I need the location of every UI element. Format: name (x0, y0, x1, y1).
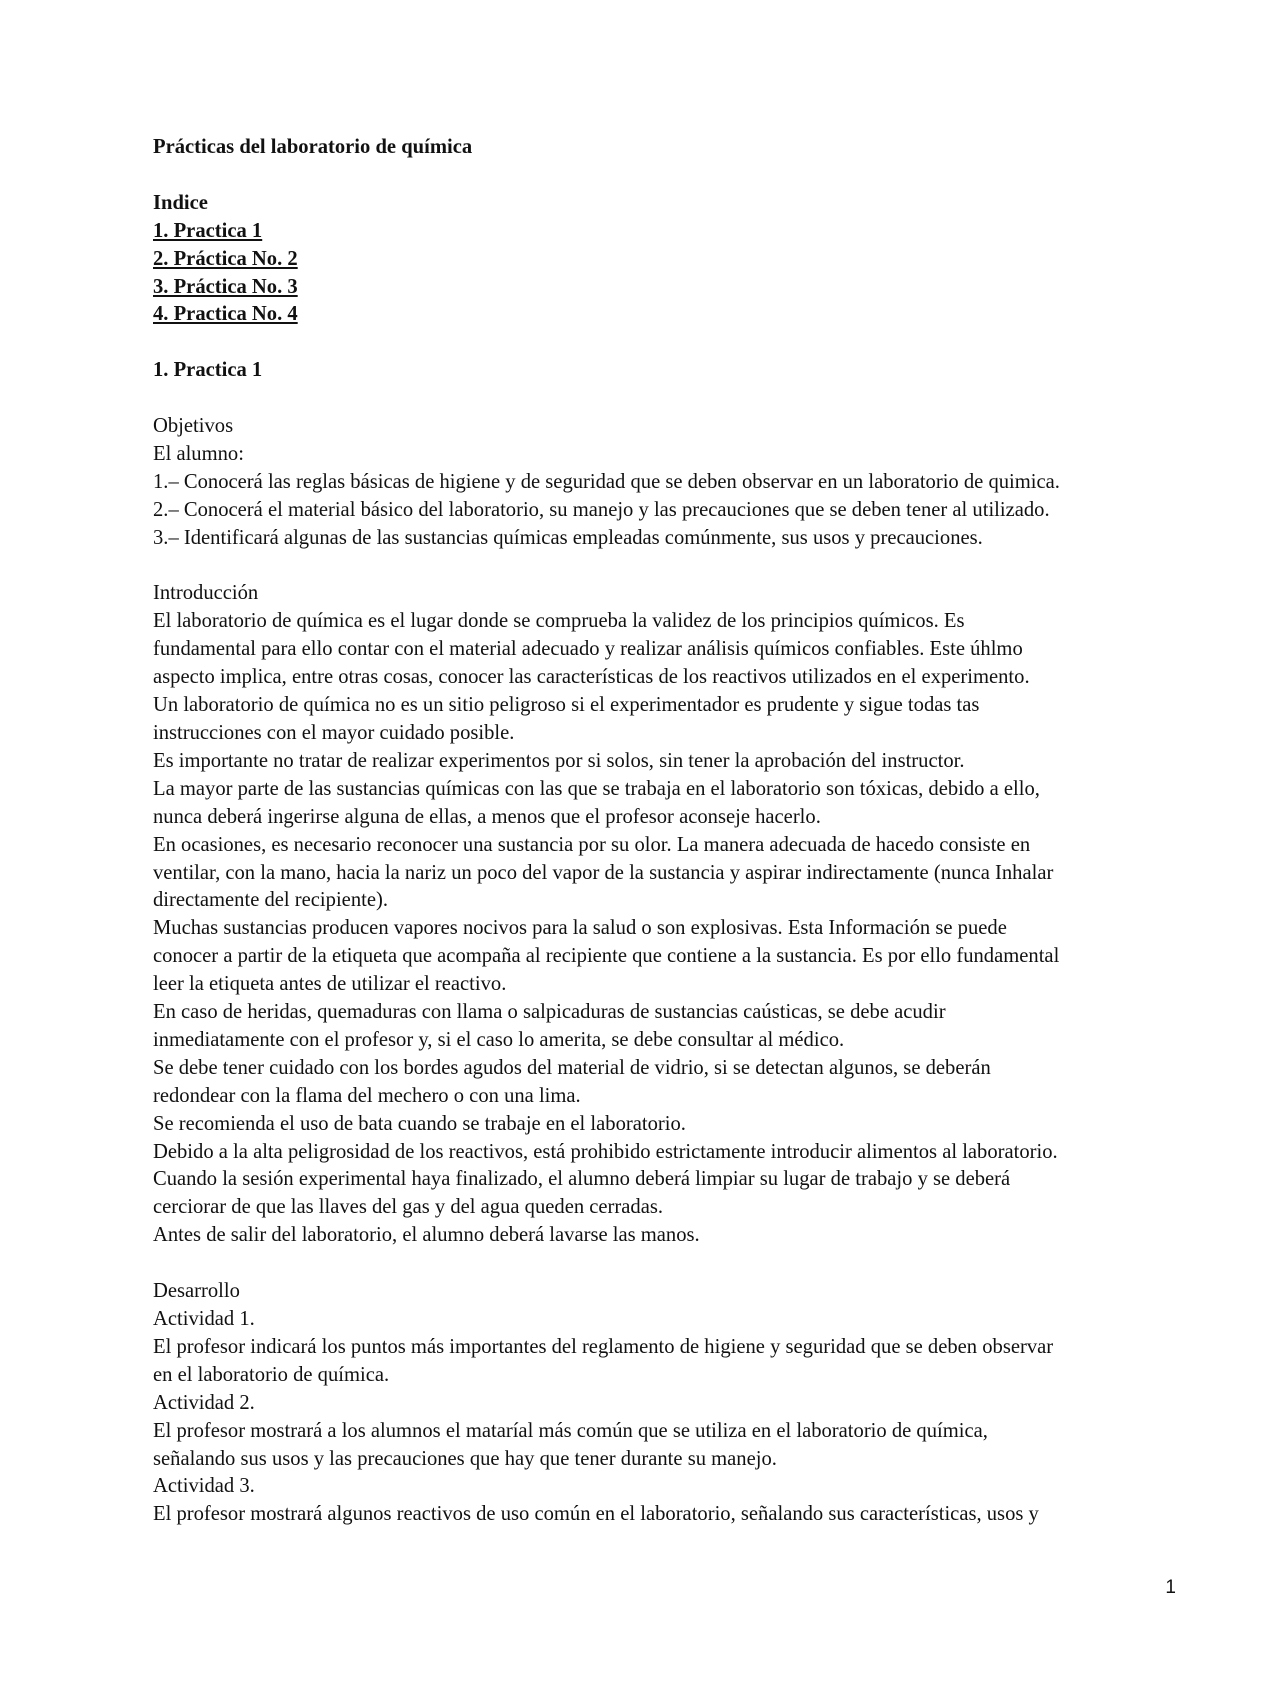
toc-link-practica-4[interactable]: 4. Practica No. 4 (153, 303, 298, 326)
spacer (153, 385, 1193, 413)
paragraph-line: En caso de heridas, quemaduras con llama o salpicaduras de sustancias caústicas, se debe acudir (153, 1001, 946, 1024)
paragraph-line: inmediatamente con el profesor y, si el caso lo amerita, se debe consultar al médico. (153, 1028, 845, 1051)
toc-link-practica-2[interactable]: 2. Práctica No. 2 (153, 247, 298, 270)
paragraph-line: Actividad 1. (153, 1307, 255, 1330)
paragraph-line: Se debe tener cuidado con los bordes agudos del material de vidrio, si se detectan algunos, se deberán (153, 1056, 991, 1079)
document-page (153, 134, 1193, 1529)
paragraph-line: Actividad 3. (153, 1475, 255, 1498)
paragraph-line: Antes de salir del laboratorio, el alumno deberá lavarse las manos. (153, 1224, 700, 1247)
toc-link-practica-1[interactable]: 1. Practica 1 (153, 219, 263, 242)
paragraph-line: redondear con la flama del mechero o con una lima. (153, 1084, 581, 1107)
paragraph-line: Se recomienda el uso de bata cuando se trabaje en el laboratorio. (153, 1112, 686, 1135)
paragraph-line: aspecto implica, entre otras cosas, conocer las características de los reactivos utilizados en el experimento. (153, 666, 1030, 689)
paragraph-line: señalando sus usos y las precauciones que hay que tener durante su manejo. (153, 1447, 777, 1470)
spacer (153, 553, 1193, 581)
paragraph-line: directamente del recipiente). (153, 889, 388, 912)
paragraph-line: Es importante no tratar de realizar experimentos por si solos, sin tener la aprobación del instructor. (153, 749, 965, 772)
paragraph-line: La mayor parte de las sustancias químicas con las que se trabaja en el laboratorio son tóxicas, debido a ello, (153, 777, 1040, 800)
paragraph-line: leer la etiqueta antes de utilizar el reactivo. (153, 973, 507, 996)
paragraph-line: conocer a partir de la etiqueta que acompaña al recipiente que contiene a la sustancia. Es por ello fundamental (153, 945, 1060, 968)
page-number: 1 (1165, 1577, 1176, 1598)
objetivos-heading: Objetivos (153, 415, 234, 438)
paragraph-line: Actividad 2. (153, 1391, 255, 1414)
spacer (153, 162, 1193, 190)
paragraph-line: El profesor indicará los puntos más importantes del reglamento de higiene y seguridad que se deben observar (153, 1335, 1054, 1358)
document-title: Prácticas del laboratorio de química (153, 136, 473, 158)
desarrollo-section (153, 1278, 1193, 1529)
spacer (153, 1250, 1193, 1278)
desarrollo-heading: Desarrollo (153, 1280, 240, 1303)
paragraph-line: Debido a la alta peligrosidad de los reactivos, está prohibido estrictamente introducir alimentos al laboratorio. (153, 1140, 1058, 1163)
introduccion-heading: Introducción (153, 582, 259, 605)
spacer (153, 329, 1193, 357)
objetivo-item: 1.– Conocerá las reglas básicas de higiene y de seguridad que se deben observar en un laboratorio de quimica. (153, 470, 1060, 493)
paragraph-line: El profesor mostrará a los alumnos el mataríal más común que se utiliza en el laboratorio de química, (153, 1419, 988, 1442)
paragraph-line: Un laboratorio de química no es un sitio peligroso si el experimentador es prudente y sigue todas tas (153, 694, 980, 717)
paragraph-line: cerciorar de que las llaves del gas y del agua queden cerradas. (153, 1196, 664, 1219)
objetivos-intro: El alumno: (153, 442, 244, 465)
toc-link-practica-3[interactable]: 3. Práctica No. 3 (153, 275, 298, 298)
toc-heading: Indice (153, 191, 208, 214)
table-of-contents (153, 190, 1193, 330)
paragraph-line: fundamental para ello contar con el material adecuado y realizar análisis químicos confiables. Este úhlmo (153, 638, 1023, 661)
paragraph-line: Muchas sustancias producen vapores nocivos para la salud o son explosivas. Esta Información se puede (153, 917, 1007, 940)
objetivo-item: 2.– Conocerá el material básico del laboratorio, su manejo y las precauciones que se deben tener al utilizado. (153, 498, 1050, 521)
paragraph-line: en el laboratorio de química. (153, 1363, 390, 1386)
paragraph-line: nunca deberá ingerirse alguna de ellas, a menos que el profesor aconseje hacerlo. (153, 805, 821, 828)
paragraph-line: instrucciones con el mayor cuidado posible. (153, 721, 515, 744)
objetivos-section (153, 413, 1193, 553)
paragraph-line: El laboratorio de química es el lugar donde se comprueba la validez de los principios químicos. Es (153, 610, 965, 633)
objetivo-item: 3.– Identificará algunas de las sustancias químicas empleadas comúnmente, sus usos y precauciones. (153, 526, 983, 549)
section-heading-practica-1: 1. Practica 1 (153, 359, 263, 382)
paragraph-line: Cuando la sesión experimental haya finalizado, el alumno deberá limpiar su lugar de trabajo y se deberá (153, 1168, 1011, 1191)
paragraph-line: ventilar, con la mano, hacia la nariz un poco del vapor de la sustancia y aspirar indirectamente (nunca Inhalar (153, 861, 1054, 884)
introduccion-section (153, 580, 1193, 1250)
paragraph-line: El profesor mostrará algunos reactivos de uso común en el laboratorio, señalando sus características, usos y (153, 1503, 1039, 1526)
paragraph-line: En ocasiones, es necesario reconocer una sustancia por su olor. La manera adecuada de hacedo consiste en (153, 833, 1031, 856)
